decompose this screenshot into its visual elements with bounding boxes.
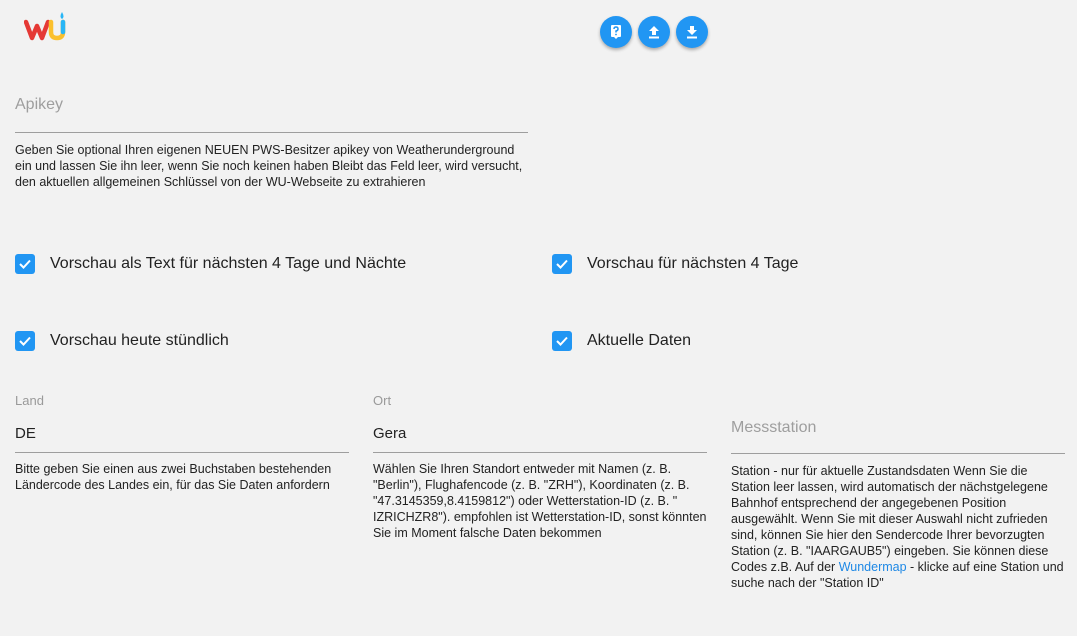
toolbar (600, 16, 708, 48)
land-input[interactable]: DE (15, 425, 349, 453)
checkmark-icon (18, 257, 32, 271)
checkmark-icon (555, 257, 569, 271)
checkbox-box[interactable] (552, 254, 572, 274)
checkmark-icon (18, 334, 32, 348)
wundermap-link[interactable]: Wundermap (838, 560, 907, 574)
upload-button[interactable] (638, 16, 670, 48)
messstation-help: Station - nur für aktuelle Zustandsdaten Wenn Sie die Station leer lassen, wird automatisch der nächstgelegene Bahnhof entsprechend der angegebenen Position ausgewählt. Wenn Sie mit dieser Auswahl nicht zufrieden sind, können Sie hier den Sendercode Ihrer bevorzugten Station (z. B. "IAARGAUB5") eingeben. Sie können diese Codes z.B. Auf der Wundermap - klicke auf eine Station und suche nach der "Station ID" (731, 464, 1064, 590)
checkbox-box[interactable] (15, 254, 35, 274)
checkbox-forecast-days[interactable] (552, 254, 798, 274)
checkbox-forecast-text[interactable] (15, 254, 406, 274)
land-field (15, 393, 349, 493)
land-help: Bitte geben Sie einen aus zwei Buchstaben bestehenden Ländercode des Landes ein, für das Sie Daten anfordern (15, 462, 332, 492)
download-icon (684, 24, 700, 40)
checkbox-label: Aktuelle Daten (587, 332, 692, 349)
download-button[interactable] (676, 16, 708, 48)
checkbox-label: Vorschau heute stündlich (50, 332, 229, 349)
ort-input[interactable]: Gera (373, 425, 707, 453)
wu-logo (24, 10, 74, 42)
checkbox-label: Vorschau für nächsten 4 Tage (587, 255, 799, 272)
checkmark-icon (555, 334, 569, 348)
ort-field (373, 393, 707, 541)
messstation-field (731, 419, 1065, 591)
checkbox-current-data[interactable] (552, 331, 691, 351)
apikey-label: Apikey (15, 96, 64, 113)
help-button[interactable] (600, 16, 632, 48)
apikey-input[interactable] (15, 114, 528, 133)
checkbox-label: Vorschau als Text für nächsten 4 Tage und Nächte (50, 255, 407, 272)
ort-label: Ort (373, 393, 392, 408)
messstation-label: Messstation (731, 419, 817, 436)
apikey-help: Geben Sie optional Ihren eigenen NEUEN PWS-Besitzer apikey von Weatherunderground ein und lassen Sie ihn leer, wenn Sie noch keinen haben Bleibt das Feld leer, wird versucht, den aktuellen allgemeinen Schlüssel von der WU-Webseite zu extrahieren (15, 143, 523, 189)
land-label: Land (15, 393, 44, 408)
help-icon (608, 24, 624, 40)
checkbox-box[interactable] (15, 331, 35, 351)
checkbox-box[interactable] (552, 331, 572, 351)
upload-icon (646, 24, 662, 40)
apikey-field (15, 96, 528, 190)
ort-help: Wählen Sie Ihren Standort entweder mit Namen (z. B. "Berlin"), Flughafencode (z. B. "ZRH"), Koordinaten (z. B. "47.3145359,8.4159812") oder Wetterstation-ID (z. B. " IZRICHZR8"). empfohlen ist Wetterstation-ID, sonst könnten Sie im Moment falsche Daten bekommen (373, 462, 707, 540)
checkbox-forecast-hourly[interactable] (15, 331, 229, 351)
messstation-input[interactable] (731, 437, 1065, 454)
